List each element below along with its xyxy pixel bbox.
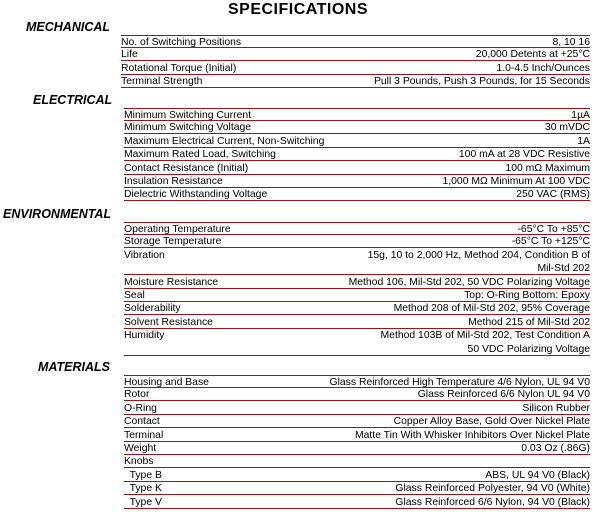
spec-value: 1A (577, 135, 590, 147)
spec-label: Maximum Rated Load, Switching (124, 149, 276, 161)
spec-value: ABS, UL 94 V0 (Black) (485, 469, 590, 481)
spec-row (124, 442, 590, 455)
spec-value: 100 mΩ Maximum (505, 162, 590, 174)
spec-value: 1.0-4.5 Inch/Ounces (496, 62, 590, 74)
spec-row (124, 235, 590, 248)
spec-row (124, 289, 590, 302)
section-title-environmental: ENVIRONMENTAL (3, 207, 112, 221)
spec-row (124, 402, 590, 415)
spec-label: Type B (124, 469, 162, 481)
spec-row (124, 148, 590, 161)
spec-row (124, 496, 590, 509)
spec-value: 0.03 Oz (.86G) (521, 443, 590, 454)
spec-value: 30 mVDC (544, 122, 590, 134)
spec-label: Knobs (124, 456, 154, 468)
spec-value: Method 106, Mil-Std 202, 50 VDC Polarizing Voltage (348, 276, 590, 288)
spec-label: Humidity (124, 330, 165, 342)
spec-value: -65°C To +85°C (517, 224, 590, 235)
spec-label: Minimum Switching Current (124, 110, 252, 121)
spec-row (124, 469, 590, 482)
spec-label: Contact (124, 416, 160, 428)
spec-value: 100 mA at 28 VDC Resistive (458, 149, 590, 161)
spec-value: 50 VDC Polarizing Voltage (467, 343, 590, 355)
spec-value: Glass Reinforced 6/6 Nylon UL 94 V0 (417, 389, 590, 401)
spec-label: Life (121, 49, 138, 61)
spec-row (124, 375, 590, 388)
spec-value: 1,000 MΩ Minimum At 100 VDC (442, 176, 590, 187)
spec-row (121, 62, 590, 75)
spec-value: Pull 3 Pounds, Push 3 Pounds, for 15 Seconds (373, 76, 590, 88)
spec-row (124, 343, 590, 356)
spec-value: Top: O-Ring Bottom: Epoxy (464, 290, 590, 301)
spec-value: Mil-Std 202 (537, 263, 590, 275)
spec-label: O-Ring (124, 402, 157, 414)
spec-label: Terminal Strength (121, 76, 203, 88)
spec-label: Maximum Electrical Current, Non-Switching (124, 135, 325, 147)
spec-label: Type K (124, 483, 162, 495)
spec-value: Copper Alloy Base, Gold Over Nickel Plate (393, 416, 590, 428)
spec-label: Dielectric Withstanding Voltage (124, 189, 268, 201)
spec-value: 1µA (571, 110, 590, 121)
spec-label: Rotational Torque (Initial) (121, 62, 237, 74)
spec-row (124, 162, 590, 175)
spec-label: Contact Resistance (Initial) (124, 162, 249, 174)
spec-row (124, 108, 590, 121)
spec-row (124, 262, 590, 275)
spec-label: Operating Temperature (124, 224, 231, 235)
spec-label: Housing and Base (124, 377, 209, 388)
spec-value: 8, 10 16 (552, 37, 590, 48)
section-title-electrical: ELECTRICAL (33, 93, 113, 107)
spec-row (124, 276, 590, 289)
spec-value: Method 215 of Mil-Std 202 (468, 316, 590, 328)
spec-label: Type V (124, 496, 162, 508)
spec-label: Seal (124, 290, 145, 301)
spec-value: 20,000 Detents at +25°C (475, 49, 590, 61)
spec-label: Storage Temperature (124, 236, 222, 248)
spec-value: -65°C To +125°C (511, 236, 590, 248)
spec-row (121, 35, 590, 48)
page-title: SPECIFICATIONS (227, 1, 369, 18)
spec-value: Glass Reinforced 6/6 Nylon, 94 V0 (Black) (395, 496, 590, 508)
spec-value: 15g, 10 to 2,000 Hz, Method 204, Condition B of (367, 249, 590, 261)
spec-row (124, 482, 590, 495)
spec-row (121, 75, 590, 88)
spec-label: Rotor (124, 389, 150, 401)
spec-row (124, 175, 590, 188)
spec-label: Weight (124, 443, 157, 454)
spec-row (124, 415, 590, 428)
section-title-materials: MATERIALS (38, 360, 110, 374)
spec-label: Solvent Resistance (124, 316, 213, 328)
spec-value: Method 103B of Mil-Std 202, Test Condition A (380, 330, 590, 342)
spec-value: 250 VAC (RMS) (516, 189, 590, 201)
spec-row (124, 455, 590, 468)
spec-value: Silicon Rubber (522, 402, 590, 414)
spec-row (124, 249, 590, 262)
spec-value: Glass Reinforced High Temperature 4/6 Nylon, UL 94 V0 (329, 377, 590, 388)
spec-label: Terminal (124, 429, 164, 441)
spec-value: Glass Reinforced Polyester, 94 V0 (White) (395, 483, 590, 495)
spec-row (124, 135, 590, 148)
spec-row (124, 388, 590, 401)
spec-row (124, 222, 590, 235)
spec-label: Minimum Switching Voltage (124, 122, 252, 134)
section-title-mechanical: MECHANICAL (26, 20, 111, 34)
spec-row (124, 302, 590, 315)
spec-row (124, 429, 590, 442)
spec-label: Vibration (124, 249, 165, 261)
spec-label: Moisture Resistance (124, 276, 219, 288)
spec-row (124, 316, 590, 329)
spec-label: Insulation Resistance (124, 176, 223, 187)
spec-value: Method 208 of Mil-Std 202, 95% Coverage (393, 303, 590, 315)
spec-value: Matte Tin With Whisker Inhibitors Over Nickel Plate (354, 429, 590, 441)
spec-row (121, 48, 590, 61)
spec-row (124, 329, 590, 342)
spec-label: No. of Switching Positions (121, 37, 242, 48)
spec-row (124, 121, 590, 134)
spec-row (124, 188, 590, 201)
spec-label: Solderability (124, 303, 181, 315)
